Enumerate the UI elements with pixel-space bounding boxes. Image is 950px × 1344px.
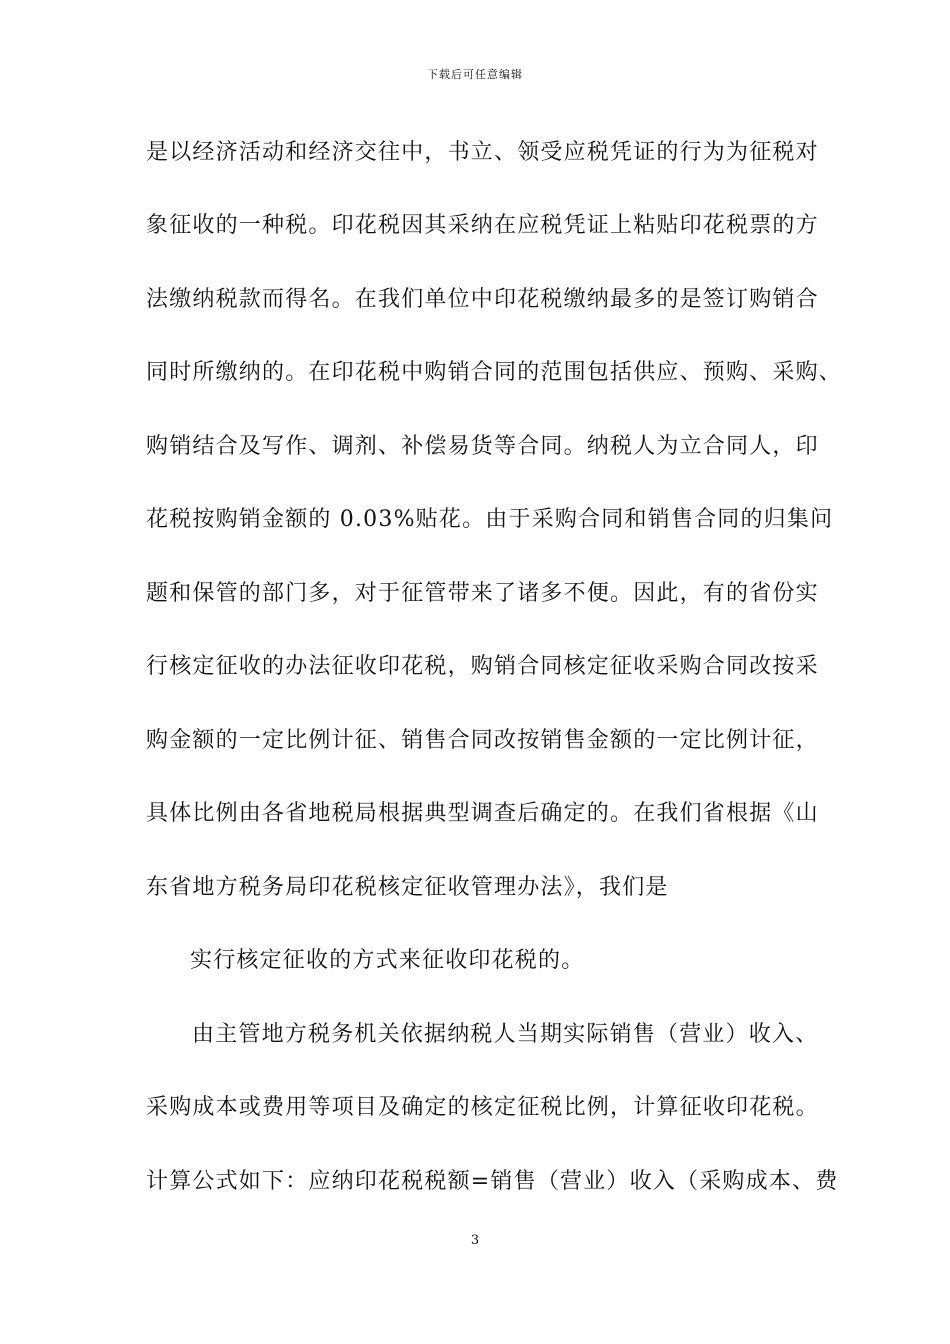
body-line: 购金额的一定比例计征、销售合同改按销售金额的一定比例计征， [146,728,819,753]
body-line: 东省地方税务局印花税核定征收管理办法》，我们是 [146,875,669,900]
page-header: 下载后可任意编辑 [427,68,523,81]
body-line: 购销结合及写作、调剂、补偿易货等合同。纳税人为立合同人，印 [146,434,819,459]
body-line: 是以经济活动和经济交往中，书立、领受应税凭证的行为为征税对 [146,140,819,165]
body-line: 花税按购销金额的 0.03%贴花。由于采购合同和销售合同的归集问 [146,507,834,532]
body-line: 计算公式如下：应纳印花税税额=销售（营业）收入（采购成本、费 [146,1169,839,1194]
body-line: 题和保管的部门多，对于征管带来了诸多不便。因此，有的省份实 [146,581,819,606]
body-line: 象征收的一种税。印花税因其采纳在应税凭证上粘贴印花税票的方 [146,213,819,238]
body-line: 采购成本或费用等项目及确定的核定征税比例，计算征收印花税。 [146,1095,819,1120]
body-line: 行核定征收的办法征收印花税，购销合同核定征收采购合同改按采 [146,654,819,679]
body-line: 具体比例由各省地税局根据典型调查后确定的。在我们省根据《山 [146,801,819,826]
body-line: 同时所缴纳的。在印花税中购销合同的范围包括供应、预购、采购、 [146,360,843,385]
body-line: 由主管地方税务机关依据纳税人当期实际销售（营业）收入、 [192,1022,819,1047]
page-number: 3 [470,1233,480,1248]
body-line: 实行核定征收的方式来征收印花税的。 [190,948,585,973]
body-line: 法缴纳税款而得名。在我们单位中印花税缴纳最多的是签订购销合 [146,287,819,312]
